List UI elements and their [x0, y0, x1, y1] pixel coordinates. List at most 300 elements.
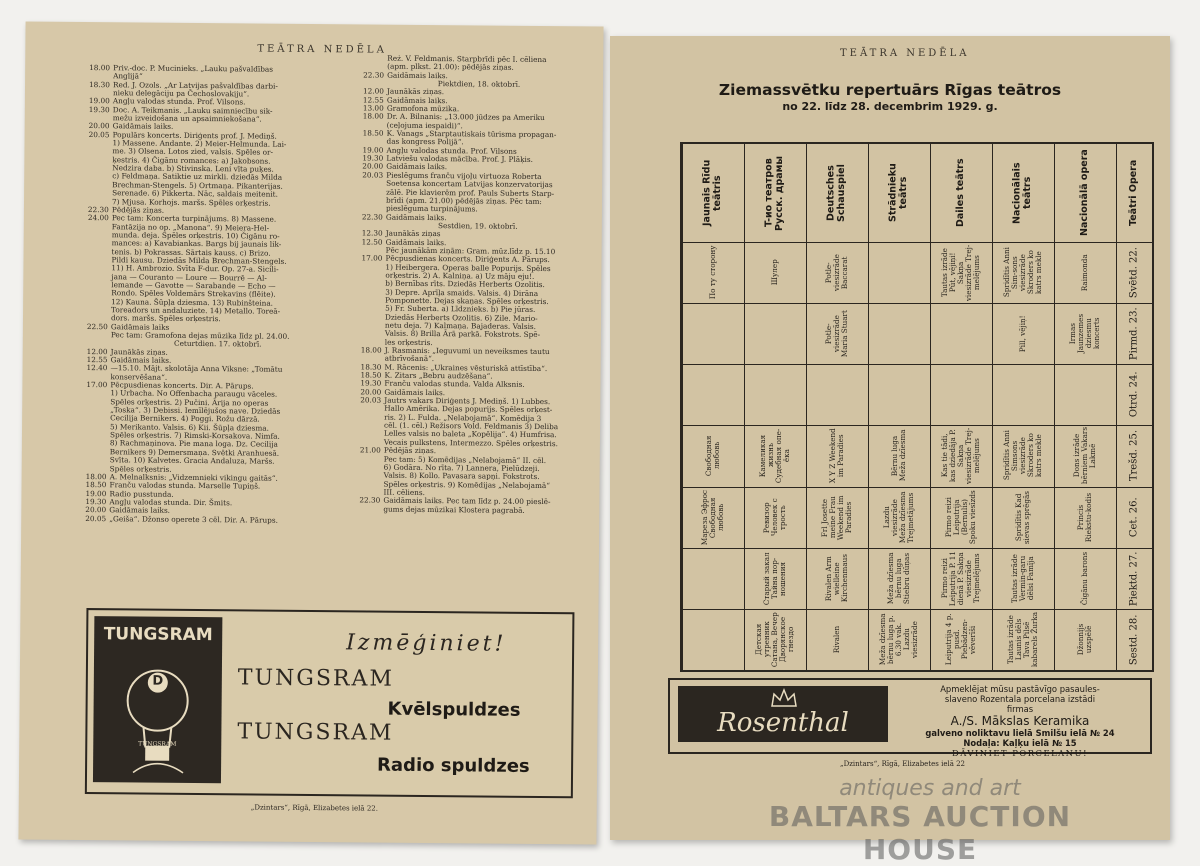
program-time: 19.30: [362, 153, 384, 163]
repertoire-cell: Шулер: [770, 259, 779, 286]
ad-address-1: galveno noliktavu lielā Smilšu ielā № 24: [925, 728, 1115, 738]
repertoire-cell: [807, 366, 867, 423]
program-text: Soetensa koncertam Latvijas konzervatorijas: [386, 178, 553, 190]
program-text: —15.10. Mājt. skolotāja Anna Viksne: „Tomātu: [110, 363, 283, 375]
program-text: 5) Fr. Suberta. a) Līdznieks. b) Pie jūras.: [385, 303, 536, 315]
bulb-letter: D: [152, 673, 164, 689]
program-time: [360, 455, 384, 464]
program-time: 18.00: [362, 111, 384, 122]
table-row-rule: [682, 609, 1152, 610]
program-time: [87, 298, 111, 307]
day-heading: Sestdien, 19. oktobrī.: [437, 220, 518, 231]
repertoire-cell: Pirmo reizi Leiputrija (Bernulis) Spoku viesīzds: [944, 490, 977, 545]
program-time: 17.00: [361, 253, 383, 263]
program-time: [86, 448, 110, 457]
program-time: 18.50: [85, 480, 107, 490]
repertoire-cell: Tautas izrāde Pūt, vējiņi! Sakņa viesizrāde Trej-melējums: [940, 244, 981, 301]
program-text: Bernikers 9) Demersmaņa. Svētki Aranhuesā.: [109, 447, 280, 458]
program-time: [88, 248, 112, 257]
program-time: 20.03: [360, 395, 382, 405]
program-time: [87, 289, 111, 298]
repertoire-cell: X Y Z Weekend im Paradies: [828, 428, 845, 484]
program-time: 22.50: [86, 321, 108, 331]
program-time: [359, 505, 383, 514]
ad-line-2: slaveno Rozentala porcelana izstādi: [944, 694, 1096, 704]
repertoire-cell: [869, 244, 929, 301]
program-time: 22.30: [359, 495, 381, 505]
repertoire-cell: [683, 305, 743, 362]
repertoire-cell: Potle-viesizrāde Baccarat: [824, 254, 849, 292]
program-text: 3) Depre. Aprīļa smaids. Valsis. 4) Dirāna: [385, 287, 539, 298]
ad-brand-line-2: TUNGSRAM: [237, 719, 394, 746]
program-time: 18.50: [362, 128, 384, 138]
program-text: netu deja. 7) Kalmaņa. Bajaderas. Valsis.: [384, 320, 537, 331]
repertoire-cell: Meža dzīesma bērnu luga Stiebru dūņas: [886, 552, 911, 605]
program-time: 24.00: [87, 213, 109, 223]
program-time: [88, 139, 112, 148]
program-text: Priv.-doc. P. Mucinieks. „Lauku pašvaldības: [113, 63, 274, 74]
program-text: Valsis. 8) Brilla Ārā parkā. Fokstrots. Spē-: [384, 328, 541, 340]
program-text: zālē. Pie klavierēm prof. Pauls Suberts Starp-: [386, 187, 555, 198]
day-heading: Piektdien, 18. oktobrī.: [437, 79, 521, 89]
program-time: 18.00: [360, 345, 382, 355]
program-text: Spēles orķestris.: [109, 463, 172, 474]
repertoire-cell: [1055, 366, 1115, 423]
program-time: [87, 306, 111, 315]
program-text: Nedzira daba. b) Stivinska. Leni vīta puķes.: [112, 163, 274, 174]
repertoire-cell: По ту сторону: [708, 245, 717, 300]
program-time: [360, 463, 384, 472]
rosenthal-ad-text: [892, 684, 1148, 758]
program-text: (apm. plkst. 21.00): pēdējās ziņas.: [387, 61, 514, 73]
program-text: Spēles orķestris. 9) Komēdijas „Nelabojamā“: [383, 479, 551, 490]
program-text: dors. maršs. Spēles orķestris.: [110, 313, 221, 324]
program-text: lemande — Gavotte — Sarabande — Echo —: [111, 280, 276, 291]
repertoire-cell: Детская утренник Сатана, Вечер Дворянское гнездо: [754, 612, 795, 667]
program-text: Franču valodas stunda. Marselle Tupiņš.: [109, 480, 261, 491]
ad-cta: DĀVINIET PORCELANU!: [952, 748, 1088, 758]
program-text: ris. 2) L. Fulda. „Nelabojamā“. Komēdija 3: [384, 412, 542, 423]
program-time: [361, 263, 385, 272]
repertoire-cell: Kas tie tādi, kas dziedāja P. Sakņa viesizrāde Trej-melējums: [940, 427, 981, 485]
program-text: atbrīvošanā“.: [384, 354, 435, 364]
program-text: Vecais pulkstens, Intermezzo. Spēles orķestris.: [383, 437, 558, 448]
theatre-header: Dailes teātrs: [954, 158, 966, 228]
program-time: [362, 196, 386, 205]
radio-program-column-1: [85, 64, 351, 525]
ad-firm: A./S. Mākslas Keramika: [950, 714, 1090, 728]
program-text: Pildi kausu. Dziedās Milda Brechman-Stengels.: [111, 255, 287, 266]
program-time: [362, 188, 386, 197]
program-time: [361, 305, 385, 314]
watermark-line-2: BALTARS AUCTION HOUSE: [768, 800, 1072, 866]
program-text: Franču valodas stunda. Valda Alksnis.: [384, 379, 525, 390]
program-time: [88, 147, 112, 156]
program-time: [87, 331, 111, 340]
table-row-rule: [682, 487, 1152, 488]
program-text: Pēcpusdienas koncerts. Diriģents A. Pārups.: [385, 253, 550, 265]
repertoire-cell: Pirmo reizi Leiputrija P. 11 dienā P. Sakņa viesizrāde Trejmelējums: [940, 550, 981, 606]
program-time: 22.30: [87, 204, 109, 215]
program-text: Fantāzija no op. „Manona“. 9) Meiera-Hel-: [111, 221, 270, 233]
table-row-rule: [682, 303, 1152, 304]
theatre-header: Deutsches Schauspiel: [825, 164, 847, 222]
program-text: 7) Mjusa. Korhojs. maršs. Spēles orķestris.: [111, 196, 271, 208]
rosenthal-logo-box: [678, 686, 888, 742]
program-time: 18.30: [88, 79, 110, 89]
program-text: 1) Heibergera. Operas balle Popurijs. Spēles: [385, 262, 551, 273]
program-time: [361, 296, 385, 305]
program-time: [87, 256, 111, 265]
program-text: Gaidāmais laiks.: [384, 387, 446, 397]
program-text: Spēles orķestris. 7) Rimski-Korsakova. Nimfa.: [109, 430, 280, 441]
program-text: Angļu valodas stunda. Prof. Vilsons: [386, 145, 517, 156]
repertoire-cell: Princis Riekstu-kodis: [1076, 492, 1093, 542]
program-text: 1) Massene. Andante. 2) Meier-Helmunda. Lai-: [112, 138, 287, 149]
right-page: [610, 36, 1170, 840]
program-text: Gaidāmais laiks.: [387, 70, 448, 80]
program-time: [361, 280, 385, 289]
program-text: munda. deja. Spēles orķestris. 10) Čigānu ro-: [111, 230, 280, 241]
day-header: Otrd. 24.: [1128, 372, 1140, 418]
repertoire-cell: Rivalen Arm wielleine Kirchenmaus: [824, 554, 849, 603]
program-text: Jaunākās ziņas.: [110, 346, 168, 357]
program-text: b) Bernības rīts. Dziedās Herberts Ozolitis.: [385, 278, 545, 290]
program-time: 17.00: [86, 380, 108, 390]
program-text: Brechman-Stengels. 5) Ortmaņa. Pikanterijas.: [112, 180, 283, 191]
table-header-rule: [682, 242, 1152, 243]
program-time: 19.30: [360, 378, 382, 389]
program-text: pieslēguma turpinājums.: [385, 203, 478, 214]
repertoire-cell: [931, 305, 991, 362]
program-text: J. Rasmanis: „Ieguvumi un neveiksmes tautu: [384, 345, 550, 357]
program-time: 12.30: [361, 228, 383, 238]
program-time: [88, 189, 112, 198]
program-text: me. 3) Olsena. Lotos zied, valsis. Spēles or-: [112, 146, 274, 158]
program-text: mežu izveidošana un apsaimniekošana“.: [112, 113, 262, 124]
program-time: [361, 321, 385, 330]
program-text: Jautrs vakars Diriģents J. Mediņš. 1) Lubbes.: [384, 395, 551, 407]
program-text: (ceļojuma iespaidi)“.: [386, 120, 463, 131]
program-text: c) Feldmaņa. Satiktie uz mirkli. dziedās Milda: [112, 171, 283, 183]
program-time: 20.00: [85, 505, 107, 515]
program-time: [86, 414, 110, 423]
program-text: Pec tam: Koncerta turpinājums. 8) Massene.: [111, 213, 277, 224]
program-text: jana — Couranto — Loure — Bourrē — Al-: [111, 271, 267, 283]
crown-icon: [770, 688, 798, 710]
repertoire-cell: Leiputrija 4 p. pusd. Piebādzen-vēverīši: [944, 613, 977, 666]
program-time: [361, 271, 385, 280]
program-time: 20.05: [88, 129, 110, 139]
program-time: [86, 456, 110, 465]
tungsram-logo-box: [93, 616, 222, 783]
program-time: 12.55: [86, 355, 108, 365]
theatre-header: Jaunais Rīdu teātris: [701, 159, 723, 227]
program-time: [363, 54, 387, 63]
program-time: [87, 281, 111, 290]
ad-product-radio-spuldzes: Radio spuldzes: [377, 754, 530, 777]
program-time: 18.30: [360, 362, 382, 372]
ad-brand-line-1: TUNGSRAM: [237, 665, 395, 692]
program-time: [362, 180, 386, 189]
program-time: [360, 480, 384, 489]
repertoire-cell: Bērnu luga Meža dzīesma: [890, 430, 907, 482]
program-time: 12.40: [86, 363, 108, 373]
program-time: [88, 173, 112, 182]
theatre-header: T-ио театров Русск. драмы: [763, 155, 785, 231]
repertoire-cell: Irmas Jaunzemes dziesmu koncerts: [1068, 314, 1101, 354]
day-header: Sestd. 28.: [1128, 614, 1140, 665]
program-text: K. Vanags „Starptautiskais tūrisma propagan-: [386, 128, 557, 140]
program-text: Pēcpusdienas koncerts. Dir. A. Pārups.: [110, 380, 254, 391]
program-time: [88, 223, 112, 232]
program-time: 12.50: [361, 236, 383, 247]
left-page-imprint: „Dzintars“, Rīgā, Elizabetes ielā 22.: [250, 803, 379, 813]
repertoire-cell: Spridītis Anni Sim-sons viesizrāde Skroders ko katrs mekle: [1002, 247, 1043, 298]
ad-slogan: Izmēģiniet!: [346, 630, 507, 657]
program-time: [360, 430, 384, 439]
program-time: 12.00: [86, 346, 108, 356]
left-page-header: TEĀTRA NEDĒLA: [257, 43, 387, 56]
program-text: Angļu valodas stunda. Dir. Šmits.: [109, 497, 233, 508]
repertoire-cell: [869, 366, 929, 423]
right-page-imprint: „Dzintars“, Rīgā, Elizabetes ielā 22: [840, 760, 966, 768]
repertoire-cell: Čigānu barons: [1080, 551, 1089, 605]
program-text: Reż. V. Feldmanis. Starpbrīdi pēc I. cēliena: [387, 53, 547, 65]
program-time: [361, 288, 385, 297]
program-text: les orķestris.: [384, 337, 433, 347]
program-text: Pomponette. Dejas skaņas. Spēles orķestris.: [385, 295, 549, 307]
repertoire-cell: Frl Josette meine Frau Weekend im Paradies: [820, 494, 853, 540]
program-text: Toreadors un andaluziete. 14) Metallo. Toreā-: [111, 305, 281, 316]
repertoire-cell: Ревизор Человек с трость: [762, 498, 787, 537]
repertoire-cell: Старый закал Тайна пор-ношения: [762, 551, 787, 605]
program-time: 20.00: [88, 121, 110, 131]
tungsram-brand-box: TUNGSRAM: [103, 624, 213, 646]
program-text: K. Zitars „Bebru audzēšana“.: [384, 370, 493, 381]
program-time: [88, 164, 112, 173]
program-text: das kongress Polijā“.: [386, 137, 464, 147]
program-time: 20.00: [360, 387, 382, 397]
program-time: [360, 405, 384, 414]
program-time: [88, 239, 112, 248]
right-page-header: TEĀTRA NEDĒLA: [840, 48, 970, 59]
program-text: Gaidāmais laiks.: [109, 505, 171, 515]
program-text: Pieslēgums franču vijoļu virtuoza Roberta: [386, 170, 542, 181]
program-text: tenis. b) Pokrassas. Sārtais kauss. c) Brizo.: [111, 246, 271, 258]
program-time: [86, 423, 110, 432]
program-text: Dr. A. Bilnanis: „13.000 jūdzes pa Ameriku: [386, 112, 545, 123]
day-header: Svētd. 22.: [1128, 247, 1140, 299]
program-text: Dziedās Herberts Ozolitis. 6) Zile. Mario-: [384, 312, 538, 323]
repertoire-cell: Rivalen: [832, 625, 841, 654]
program-text: Jaunākās ziņas.: [386, 87, 445, 97]
repertoire-cell: Lazdu viesizrāde Meža dzīesma Trejmetājums: [882, 491, 915, 543]
repertoire-cell: [869, 305, 929, 362]
program-text: cēl. (1. cēl.) Režisors Vold. Feldmanis 3) Deliba: [384, 420, 559, 432]
program-text: 12) Kauna. Šūpļa dziesma. 13) Rubinšteina.: [111, 296, 274, 308]
program-time: 20.05: [85, 513, 107, 523]
program-text: Red. J. Ozols. „Ar Latvijas pašvaldības darbi-: [112, 79, 278, 91]
repertoire-cell: [931, 366, 991, 423]
ad-line-3: firmas: [1006, 704, 1034, 714]
radio-program-column-2: [359, 54, 595, 515]
program-time: 18.50: [360, 370, 382, 380]
theatre-header: Nacionālais teātrs: [1011, 162, 1033, 224]
program-text: Pēdējās ziņas.: [383, 445, 437, 456]
repertoire-cell: Камеликая жизнь Судебная опе-ёка: [758, 428, 791, 484]
tungsram-advertisement: [85, 608, 575, 798]
program-time: 19.00: [88, 96, 110, 106]
program-time: [361, 330, 385, 339]
program-text: 8) Rachmaņinova. Pie mana loga. Dz. Cecilija: [109, 438, 278, 450]
program-text: Serenade. 6) Pikkerta. Nāc, saldais meitenit.: [112, 188, 278, 199]
program-text: Hallo Amērika. Dejas popurijs. Spēles orķest-: [384, 404, 553, 415]
program-time: 19.30: [85, 496, 107, 507]
program-text: Pec tam: 5) Komēdijas „Nelabojamā“ II. cēl.: [383, 454, 547, 465]
program-text: 1) Urbacha. No Offenbacha paraugu vāceles.: [110, 388, 278, 400]
program-time: 22.30: [363, 70, 385, 80]
program-time: 19.00: [85, 488, 107, 498]
program-text: 6) Godāra. No rīta. 7) Lannera, Pielūdzeji.: [383, 462, 540, 473]
program-text: „Geiša“. Džonso operete 3 cēl. Dir. A. Pārups.: [109, 513, 278, 525]
ad-line-1: Apmeklējat mūsu pastāvīgo pasaules-: [940, 684, 1100, 694]
program-text: Gaidāmais laiks. Pec tam līdz p. 24.00 pieslē-: [383, 495, 551, 507]
program-text: Gaidāmais laiks.: [386, 162, 448, 172]
program-time: [360, 422, 384, 431]
program-time: [86, 389, 110, 398]
program-time: 13.00: [362, 103, 384, 113]
program-time: [360, 472, 384, 481]
program-text: Populārs koncerts. Diriģents prof. J. Mediņš.: [112, 130, 277, 141]
program-text: ķestris. 4) Čigānu romances: a) Jakobsons.: [112, 155, 271, 166]
day-header: Cet. 26.: [1128, 497, 1140, 538]
program-text: Pēdējās ziņas.: [111, 205, 165, 215]
program-text: brīdi (apm. 21.00) pēdējās ziņas. Pēc tam:: [385, 195, 542, 206]
program-text: Jaunākās ziņas: [385, 228, 441, 239]
repertoire-cell: Meža dzīesma bērnu luga p. 6.30 vak. Lazdu viesizrāde: [878, 613, 919, 666]
repertoire-cell: Tautas izrāde Vermin-garu dēlsi Famīja: [1010, 553, 1035, 603]
program-text: nieku delegāciju pa Čechoslovakiju“.: [112, 88, 250, 99]
program-text: Gaidāmais laiks.: [110, 355, 172, 365]
program-text: Svīta. 10) Kalvetes. Gracia Andaluza, Maršs.: [109, 455, 275, 466]
theatre-header: Nacionālā opera: [1078, 149, 1090, 237]
repertoire-cell: Raimonda: [1080, 254, 1089, 291]
day-header: Trešd. 25.: [1128, 430, 1140, 482]
repertoire-cell: Мареза Эфрос Свободная любовь: [700, 489, 725, 545]
program-text: Anglijā“: [113, 71, 143, 81]
program-time: [361, 313, 385, 322]
light-bulb-icon: [93, 642, 222, 783]
program-text: Gaidāmais laiks.: [385, 212, 447, 222]
day-header: Pirmd. 23.: [1128, 307, 1140, 361]
program-text: Pec tam: Gramofona dejas mūzika līdz pl. 24.00.: [110, 330, 290, 341]
bulb-label: TUNGSRAM: [138, 740, 177, 748]
repertoire-cell: [745, 305, 805, 362]
program-text: M. Rācenis: „Ukraines vēsturiskā attīstība“.: [384, 362, 548, 373]
repertoire-cell: Spridītis Anni Simsons viesizrāde Skroders ko katrs mekle: [1002, 430, 1043, 482]
program-time: 12.55: [362, 95, 384, 105]
repertoire-cell: [683, 366, 743, 423]
repertoire-cell: [745, 366, 805, 423]
program-text: Radio pusstunda.: [109, 488, 174, 499]
day-header: Piektd. 27.: [1128, 550, 1140, 606]
program-time: 20.00: [362, 161, 384, 172]
program-time: [360, 413, 384, 422]
program-time: [86, 406, 110, 415]
watermark-line-1: antiques and art: [839, 776, 1021, 801]
program-entry: [359, 505, 591, 515]
program-text: III. cēliens.: [383, 487, 425, 497]
program-time: [86, 398, 110, 407]
program-text: „Toska“. 3) Debissi. Iemīlējušos nave. Dziedās: [110, 405, 281, 416]
rosenthal-logo: Rosenthal: [717, 708, 849, 738]
repertoire-cell: Potle-viesizrāde Maria Stuart: [824, 310, 849, 358]
program-text: Gaidāmais laiks: [110, 321, 170, 332]
program-time: [88, 156, 112, 165]
program-text: konservēšana“.: [110, 371, 168, 382]
program-time: [88, 231, 112, 240]
program-text: Rondo. Spēles Voldemārs Strekavins (flēite).: [111, 288, 276, 299]
theatre-header: Strādnieku teātrs: [887, 163, 909, 223]
repertoire-cell: Свободная любовь: [704, 435, 721, 477]
program-time: 22.30: [361, 211, 383, 222]
program-text: gums dejas mūzikai Klostera pagrabā.: [383, 504, 525, 515]
program-text: Gaidāmais laiks.: [385, 237, 447, 247]
program-time: [87, 264, 111, 273]
repertoire-cell: [683, 550, 743, 607]
program-text: Cecilija Bernikers. 4) Poggi. Rožu dārzā.: [110, 413, 260, 424]
program-time: [86, 440, 110, 449]
ad-product-kvelspuldzes: Kvēlspuldzes: [387, 698, 521, 721]
program-text: Valsis. 8) Kollo. Pavasara sapņi. Fokstrots.: [383, 470, 540, 482]
repertoire-subtitle: no 22. līdz 28. decembrim 1929. g.: [782, 100, 998, 113]
program-text: Lelles valsis no baleta „Kopēlija“. 4) Humfrisa.: [383, 429, 557, 440]
program-time: 12.00: [362, 86, 384, 96]
program-text: mances: a) Kavabiankas. Bargs bij jaunais lik-: [111, 238, 282, 249]
program-text: Gaidāmais laiks.: [112, 121, 174, 132]
ad-address-2: Nodaļa: Kaļķu ielā № 15: [963, 738, 1077, 748]
program-time: 19.30: [88, 104, 110, 114]
program-time: 19.00: [362, 145, 384, 155]
repertoire-cell: [993, 366, 1053, 423]
program-text: Spēles orķestris. 2) Pučini. Ārija no operas: [110, 396, 269, 408]
day-heading: Ceturtdien. 17. oktobrī.: [173, 339, 262, 349]
program-text: Doc. A. Teikmanis. „Lauku saimniecību sik-: [112, 104, 273, 116]
repertoire-cell: Spridītis Kad sievas sprēgās: [1014, 490, 1031, 544]
program-time: [88, 181, 112, 190]
program-text: Gramofona mūzika.: [386, 103, 460, 114]
program-time: 20.03: [362, 170, 384, 180]
program-text: Latviešu valodas mācība. Prof. J. Plāķis.: [386, 153, 534, 165]
program-time: [87, 273, 111, 282]
program-time: 18.00: [85, 471, 107, 482]
left-page: [18, 21, 603, 844]
repertoire-title: Ziemassvētku repertuārs Rīgas teātros: [718, 81, 1062, 99]
repertoire-cell: Džonnijs uzspēlē: [1076, 623, 1093, 656]
program-text: Pēc jaunākām ziņām: Gram. mūz.līdz p. 15.10: [385, 245, 556, 257]
program-time: 18.00: [89, 63, 111, 73]
repertoire-cell: [683, 611, 743, 668]
repertoire-cell: Pill, vējiņ!: [1018, 315, 1027, 353]
table-row-rule: [682, 548, 1152, 549]
program-text: 11) H. Ambrozio. Svīta F-dur. Op. 27-a. Sicili-: [111, 263, 279, 274]
program-text: Angļu valodas stunda. Prof. Vilsons.: [112, 96, 246, 107]
program-time: 21.00: [359, 445, 381, 455]
program-text: 5) Merikanto. Valsis. 6) Kii. Šūpļa dziesma.: [110, 422, 270, 433]
program-text: Gaidāmais laiks.: [386, 95, 448, 105]
table-corner-label: Teātri Opera: [1127, 159, 1139, 227]
